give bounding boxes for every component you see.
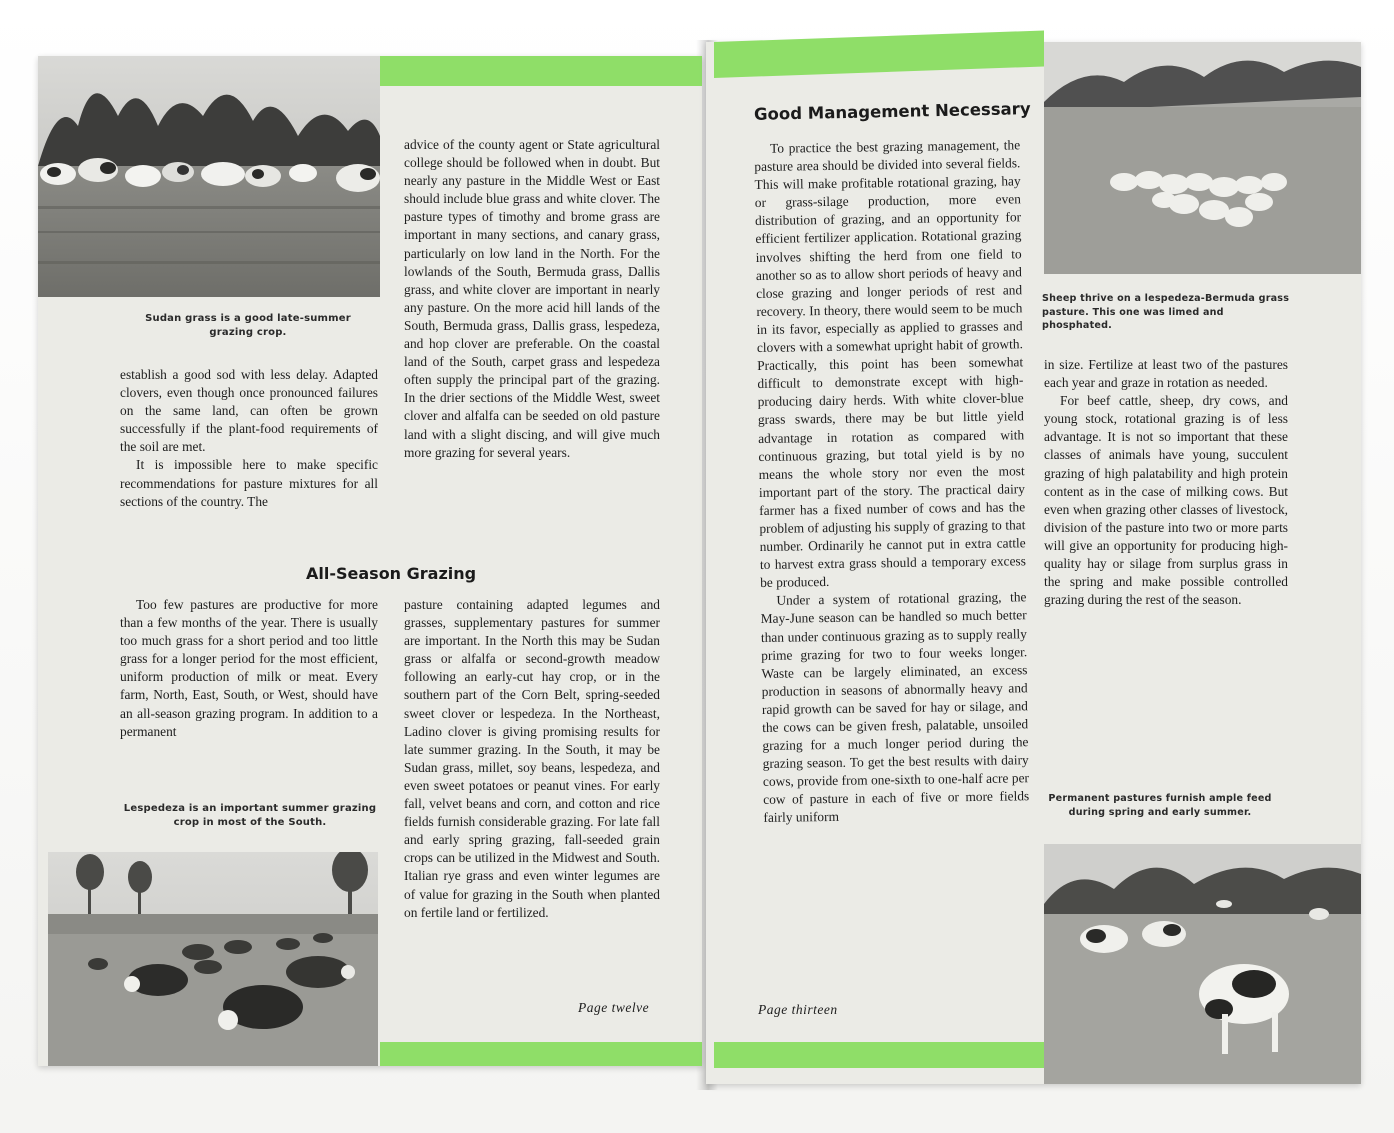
- left-page: [38, 56, 702, 1066]
- photo-caption-sudan-grass: Sudan grass is a good late-summer grazing crop.: [145, 313, 351, 338]
- right-col1-text: [754, 136, 1030, 827]
- cattle-lespedeza-photo: [48, 852, 378, 1066]
- green-band-top: [714, 30, 1044, 78]
- paragraph: pasture containing adapted legumes and grasses, supplementary pastures for summer are important. In the North this may be Sudan grass or alfalfa or second-growth meadow following an early-cut hay crop, or in the southern part of the Corn Belt, spring-seeded sweet clover or lespedeza. In the Northeast, Ladino clover is giving promising results for late summer grazing. In the South, it may be Sudan grass, millet, soy beans, lespedeza, and even sweet potatoes or peanut vines. For early fall, velvet beans and corn, and cotton and rice fields furnish considerable grazing. For late fall and early spring grazing, fall-seeded grain crops can be utilized in the Midwest and South. Italian rye grass and even winter legumes are of value for grazing in the South when planted on fertile land or fertilized.: [404, 597, 660, 920]
- photo-caption-sheep: Sheep thrive on a lespedeza-Bermuda grass pasture. This one was limed and phosphated.: [1042, 293, 1290, 331]
- left-col2-bottom-text: [404, 596, 660, 922]
- photo-caption-permanent-pastures: Permanent pastures furnish ample feed during spring and early summer.: [1048, 793, 1272, 818]
- paragraph: establish a good sod with less delay. Adapted clovers, even though once pronounced failures on the same land, can often be grown successfully if the plant-food requirements of the soil are met.: [120, 367, 378, 455]
- left-col2-top-text: [404, 136, 660, 462]
- right-page: [706, 42, 1361, 1084]
- paragraph: To practice the best grazing management, the pasture area should be divided into several fields. This will make profitable rotational grazing, hay or grass-silage production, more even distribution of grazing, and an opportunity for efficient fertilizer application. Rotational grazing involves shifting the herd from one field to another so as to allow short periods of heavy and close grazing and longer periods of rest and recovery. In theory, there would seem to be much in its favor, especially as applied to grasses and clovers with a somewhat upright habit of growth. Practically, this point has been somewhat difficult to demonstrate except with high-producing dairy herds. With white clover-blue grass swards, there may be but little yield advantage in rotation as compared with continuous grazing, but total yield is by no means the whole story nor even the most important part of the story. The practical dairy farmer has a fixed number of cows and has the problem of adjusting his supply of grazing to that number. Ordinarily he cannot put in extra cattle to harvest extra grass should a temporary excess be produced.: [754, 137, 1027, 591]
- left-col1-top-text: [120, 366, 378, 511]
- paragraph: It is impossible here to make specific recommendations for pasture mixtures for all sections of the country. The: [120, 457, 378, 509]
- section-heading-all-season-grazing: All-Season Grazing: [306, 564, 477, 583]
- page-number-thirteen: Page thirteen: [758, 1002, 838, 1017]
- right-col2-text: [1044, 356, 1288, 609]
- paragraph: in size. Fertilize at least two of the pastures each year and graze in rotation as needed.: [1044, 357, 1288, 391]
- green-band-top: [380, 56, 702, 86]
- paragraph: Too few pastures are productive for more than a few months of the year. There is usually too much grass for a short period and too little grass for a longer period for the most efficient, uniform production of milk or meat. Every farm, North, East, South, or West, should have an all-season grazing program. In addition to a permanent: [120, 597, 378, 739]
- paragraph: Under a system of rotational grazing, the May-June season can be handled so much better than under continuous grazing as to supply really prime grazing for two to four weeks longer. Waste can be largely eliminated, an excess production in seasons of abnormally heavy and rapid growth can be saved for hay or silage, and the cows can be given fresh, palatable, unsoiled grazing for a much longer period during the grazing season. To get the best results with dairy cows, provide from one-sixth to one-half acre per cow of pasture in each of five or more fields fairly uniform: [760, 589, 1030, 826]
- photo-caption-lespedeza: Lespedeza is an important summer grazing crop in most of the South.: [123, 803, 377, 828]
- page-number-twelve: Page twelve: [578, 1000, 650, 1015]
- cows-sudan-grass-photo: [38, 56, 380, 297]
- green-band-bottom: [714, 1042, 1044, 1068]
- sheep-pasture-photo: [1044, 42, 1361, 274]
- green-band-bottom: [380, 1042, 702, 1066]
- left-col1-bottom-text: [120, 596, 378, 741]
- paragraph: advice of the county agent or State agricultural college should be followed when in doubt. But nearly any pasture in the Middle West or East should include blue grass and white clover. The pasture types of timothy and brome grass are important in many sections, and canary grass, particularly on low land in the North. For the lowlands of the South, Bermuda grass, Dallis grass, and white clover are important in nearly any pasture. On the more acid hill lands of the South, Bermuda grass, Dallis grass, lespedeza, and hop clover are preferable. On the coastal land of the South, carpet grass and lespedeza often supply the principal part of the grazing. In the drier sections of the Middle West, sweet clover and alfalfa can be seeded on old pasture land with a slight discing, and will give much more grazing for several years.: [404, 137, 660, 460]
- section-heading-good-management: Good Management Necessary: [753, 99, 1031, 124]
- dairy-cows-pasture-photo: [1044, 844, 1361, 1084]
- paragraph: For beef cattle, sheep, dry cows, and young stock, rotational grazing is of less advantage. It is not so important that these classes of animals have young, succulent grazing of high palatability and high protein content as in the case of milking cows. But even when grazing other classes of livestock, division of the pasture into two or more parts will give an opportunity for producing high-quality hay or silage from surplus grass in the spring and make possible controlled grazing during the rest of the season.: [1044, 393, 1288, 608]
